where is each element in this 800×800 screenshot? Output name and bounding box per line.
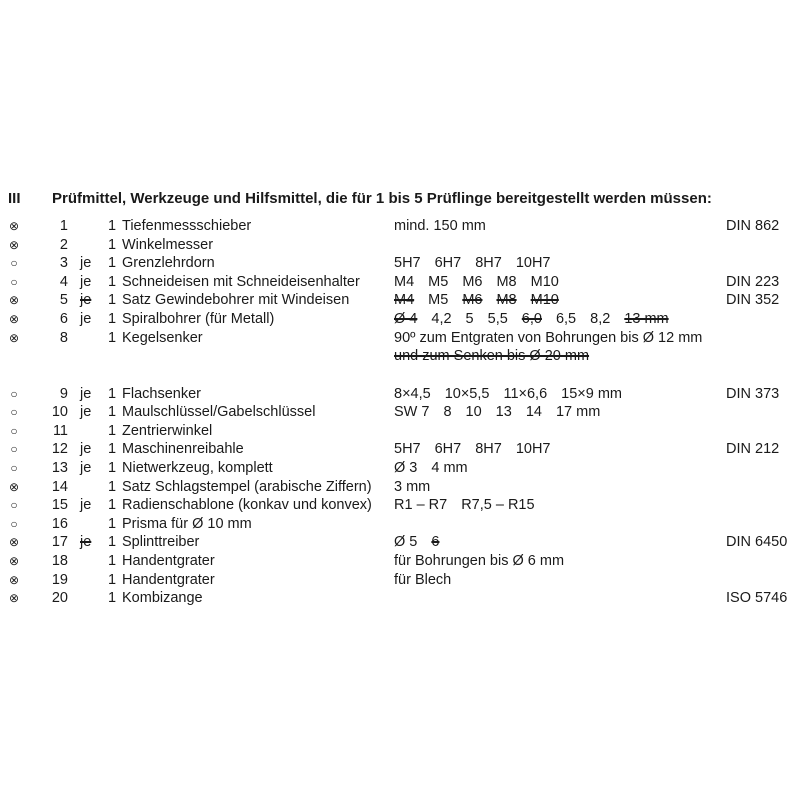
item-number: 14 xyxy=(51,478,68,495)
per-piece-marker: je xyxy=(80,292,92,309)
spec-value: 5,5 xyxy=(487,310,508,327)
spec-line xyxy=(394,440,565,459)
item-name: Kegelsenker xyxy=(122,329,203,346)
item-quantity: 1 xyxy=(108,515,117,532)
item-name: Radienschablone (konkav und konvex) xyxy=(122,497,372,514)
list-item xyxy=(0,329,800,385)
spec-line xyxy=(394,347,716,366)
spec-line xyxy=(394,291,573,310)
spec-value: R1 – R7 xyxy=(394,497,448,514)
spec-value: 6H7 xyxy=(434,441,462,458)
item-name: Maulschlüssel/Gabelschlüssel xyxy=(122,404,316,421)
list-item xyxy=(0,310,800,329)
list-item xyxy=(0,459,800,478)
item-number: 15 xyxy=(51,497,68,514)
item-name: Handentgrater xyxy=(122,552,215,569)
item-name: Winkelmesser xyxy=(122,236,214,253)
item-number: 12 xyxy=(51,441,68,458)
spec-line xyxy=(394,385,636,404)
crossed-circle-marker-icon: ⊗ xyxy=(8,479,20,494)
item-number: 13 xyxy=(51,459,68,476)
per-piece-marker: je xyxy=(80,441,92,458)
spec-value: für Blech xyxy=(394,571,452,588)
item-quantity: 1 xyxy=(108,497,117,514)
crossed-circle-marker-icon: ⊗ xyxy=(8,535,20,550)
per-piece-marker: je xyxy=(80,385,92,402)
item-standard: DIN 352 xyxy=(726,292,780,309)
circle-marker-icon: ○ xyxy=(10,516,18,531)
item-number: 1 xyxy=(59,218,68,234)
item-name: Maschinenreibahle xyxy=(122,441,244,458)
spec-value: M10 xyxy=(530,273,559,290)
list-item xyxy=(0,254,800,273)
list-item xyxy=(0,589,800,608)
per-piece-marker: je xyxy=(80,255,92,272)
struck-spec-value: Ø 4 xyxy=(394,310,418,327)
item-number: 10 xyxy=(51,404,68,421)
struck-spec-value: 6,0 xyxy=(521,310,542,327)
circle-marker-icon: ○ xyxy=(10,274,18,289)
item-name: Kombizange xyxy=(122,590,203,607)
per-piece-marker: je xyxy=(80,534,92,551)
item-name: Satz Gewindebohrer mit Windeisen xyxy=(122,292,350,309)
crossed-circle-marker-icon: ⊗ xyxy=(8,572,20,587)
list-item xyxy=(0,385,800,404)
item-name: Zentrierwinkel xyxy=(122,422,213,439)
item-specification xyxy=(394,310,683,329)
spec-value: Ø 5 xyxy=(394,534,418,551)
spec-line xyxy=(394,329,716,348)
item-quantity: 1 xyxy=(108,478,117,495)
item-number: 8 xyxy=(59,329,68,346)
spec-line xyxy=(394,273,573,292)
item-standard: DIN 6450 xyxy=(726,534,788,551)
per-piece-marker: je xyxy=(80,497,92,514)
item-specification xyxy=(394,291,573,310)
item-quantity: 1 xyxy=(108,441,117,458)
item-quantity: 1 xyxy=(108,590,117,607)
item-quantity: 1 xyxy=(108,534,117,551)
per-piece-marker: je xyxy=(80,459,92,476)
crossed-circle-marker-icon: ⊗ xyxy=(8,311,20,326)
spec-value: 14 xyxy=(525,404,542,421)
spec-value: 10×5,5 xyxy=(444,385,490,402)
spec-value: 11×6,6 xyxy=(503,385,548,402)
spec-value: M4 xyxy=(394,273,415,290)
struck-spec-value: M6 xyxy=(462,292,483,309)
item-standard: DIN 373 xyxy=(726,385,780,402)
list-item xyxy=(0,403,800,422)
struck-spec-value: M10 xyxy=(530,292,559,309)
item-quantity: 1 xyxy=(108,404,117,421)
item-quantity: 1 xyxy=(108,385,117,402)
spec-line xyxy=(394,533,453,552)
struck-spec-value: M4 xyxy=(394,292,415,309)
list-item xyxy=(0,440,800,459)
circle-marker-icon: ○ xyxy=(10,386,18,401)
item-name: Nietwerkzeug, komplett xyxy=(122,459,273,476)
spec-value: 90º zum Entgraten von Bohrungen bis Ø 12 mm xyxy=(394,329,703,346)
item-name: Prisma für Ø 10 mm xyxy=(122,515,252,532)
item-specification xyxy=(394,217,500,236)
circle-marker-icon: ○ xyxy=(10,423,18,438)
item-quantity: 1 xyxy=(108,218,117,234)
item-number: 17 xyxy=(51,534,68,551)
item-number: 3 xyxy=(59,255,68,272)
spec-value: für Bohrungen bis Ø 6 mm xyxy=(394,552,565,569)
struck-spec-value: 13 mm xyxy=(624,310,669,327)
item-number: 11 xyxy=(52,422,68,439)
item-specification xyxy=(394,571,465,590)
list-item xyxy=(0,552,800,571)
spec-value: M5 xyxy=(428,292,449,309)
list-item xyxy=(0,478,800,497)
item-number: 4 xyxy=(59,273,68,290)
spec-value: M5 xyxy=(428,273,449,290)
item-specification xyxy=(394,440,565,459)
item-quantity: 1 xyxy=(108,273,117,290)
per-piece-marker: je xyxy=(80,273,92,290)
circle-marker-icon: ○ xyxy=(10,460,18,475)
list-item xyxy=(0,422,800,441)
spec-value: Ø 3 xyxy=(394,459,418,476)
item-name: Handentgrater xyxy=(122,571,215,588)
crossed-circle-marker-icon: ⊗ xyxy=(8,591,20,606)
list-item xyxy=(0,291,800,310)
circle-marker-icon: ○ xyxy=(10,405,18,420)
spec-value: 4,2 xyxy=(431,310,452,327)
spec-value: 8,2 xyxy=(590,310,611,327)
spec-line xyxy=(394,403,614,422)
spec-value: 5H7 xyxy=(394,255,421,272)
section-number: III xyxy=(8,190,21,207)
list-item xyxy=(0,533,800,552)
spec-value: R7,5 – R15 xyxy=(461,497,535,514)
item-specification xyxy=(394,496,549,515)
circle-marker-icon: ○ xyxy=(10,498,18,513)
spec-value: 10H7 xyxy=(515,255,551,272)
spec-value: 8H7 xyxy=(475,255,502,272)
spec-value: 5 xyxy=(465,310,474,327)
crossed-circle-marker-icon: ⊗ xyxy=(8,237,20,252)
spec-value: 13 xyxy=(495,404,512,421)
spec-line xyxy=(394,552,578,571)
spec-value: 10 xyxy=(465,404,482,421)
item-number: 2 xyxy=(59,236,68,253)
item-standard: ISO 5746 xyxy=(726,590,788,607)
crossed-circle-marker-icon: ⊗ xyxy=(8,330,20,345)
list-item xyxy=(0,515,800,534)
item-specification xyxy=(394,385,636,404)
struck-spec-value: M8 xyxy=(496,292,517,309)
item-number: 9 xyxy=(59,385,68,402)
item-specification xyxy=(394,533,453,552)
crossed-circle-marker-icon: ⊗ xyxy=(8,219,20,233)
crossed-circle-marker-icon: ⊗ xyxy=(8,553,20,568)
spec-line xyxy=(394,254,565,273)
section-title: Prüfmittel, Werkzeuge und Hilfsmittel, die für 1 bis 5 Prüflinge bereitgestellt werden müssen: xyxy=(52,190,712,207)
circle-marker-icon: ○ xyxy=(10,256,18,271)
spec-value: 15×9 mm xyxy=(561,385,623,402)
spec-value: 6H7 xyxy=(434,255,462,272)
item-name: Spiralbohrer (für Metall) xyxy=(122,310,275,327)
item-quantity: 1 xyxy=(108,552,117,569)
spec-value: mind. 150 mm xyxy=(394,218,486,234)
list-item xyxy=(0,273,800,292)
spec-value: 8×4,5 xyxy=(394,385,431,402)
spec-line xyxy=(394,459,482,478)
item-name: Grenzlehrdorn xyxy=(122,255,215,272)
item-quantity: 1 xyxy=(108,422,117,439)
spec-value: 3 mm xyxy=(394,478,431,495)
spec-line xyxy=(394,496,549,515)
item-number: 19 xyxy=(51,571,68,588)
item-specification xyxy=(394,403,614,422)
spec-value: 17 mm xyxy=(555,404,601,421)
item-quantity: 1 xyxy=(108,459,117,476)
item-quantity: 1 xyxy=(108,571,117,588)
item-name: Satz Schlagstempel (arabische Ziffern) xyxy=(122,478,372,495)
spec-value: 8H7 xyxy=(475,441,502,458)
struck-spec-value: und zum Senken bis Ø 20 mm xyxy=(394,348,590,365)
per-piece-marker: je xyxy=(80,310,92,327)
item-specification xyxy=(394,478,444,497)
item-name: Schneideisen mit Schneideisenhalter xyxy=(122,273,360,290)
circle-marker-icon: ○ xyxy=(10,442,18,457)
crossed-circle-marker-icon: ⊗ xyxy=(8,293,20,308)
spec-value: 6,5 xyxy=(555,310,577,327)
item-quantity: 1 xyxy=(108,310,117,327)
item-name: Splinttreiber xyxy=(122,534,200,551)
spec-value: SW 7 xyxy=(394,404,430,421)
item-quantity: 1 xyxy=(108,255,117,272)
spec-line xyxy=(394,478,444,497)
section-heading xyxy=(0,189,800,209)
spec-line xyxy=(394,571,465,590)
spec-value: 5H7 xyxy=(394,441,421,458)
item-specification xyxy=(394,254,565,273)
spec-value: 8 xyxy=(443,404,452,421)
struck-spec-value: 6 xyxy=(431,534,440,551)
list-item xyxy=(0,496,800,515)
spec-line xyxy=(394,310,683,329)
item-specification xyxy=(394,459,482,478)
item-quantity: 1 xyxy=(108,236,117,253)
item-number: 18 xyxy=(51,552,68,569)
item-standard: DIN 212 xyxy=(726,441,780,458)
item-standard: DIN 223 xyxy=(726,273,780,290)
item-number: 6 xyxy=(59,310,68,327)
equipment-list xyxy=(0,217,800,608)
list-item xyxy=(0,236,800,255)
item-standard: DIN 862 xyxy=(726,218,780,234)
item-specification xyxy=(394,273,573,292)
item-number: 20 xyxy=(51,590,68,607)
item-specification xyxy=(394,552,578,571)
item-number: 5 xyxy=(59,292,68,309)
spec-value: 10H7 xyxy=(515,441,551,458)
item-quantity: 1 xyxy=(108,292,117,309)
per-piece-marker: je xyxy=(80,404,92,421)
item-number: 16 xyxy=(51,515,68,532)
item-name: Tiefenmessschieber xyxy=(122,218,252,234)
item-name: Flachsenker xyxy=(122,385,201,402)
list-item xyxy=(0,217,800,236)
spec-value: M8 xyxy=(496,273,517,290)
spec-value: 4 mm xyxy=(431,459,468,476)
list-item xyxy=(0,571,800,590)
item-specification xyxy=(394,329,716,366)
spec-line xyxy=(394,217,500,236)
item-quantity: 1 xyxy=(108,329,117,346)
spec-value: M6 xyxy=(462,273,483,290)
